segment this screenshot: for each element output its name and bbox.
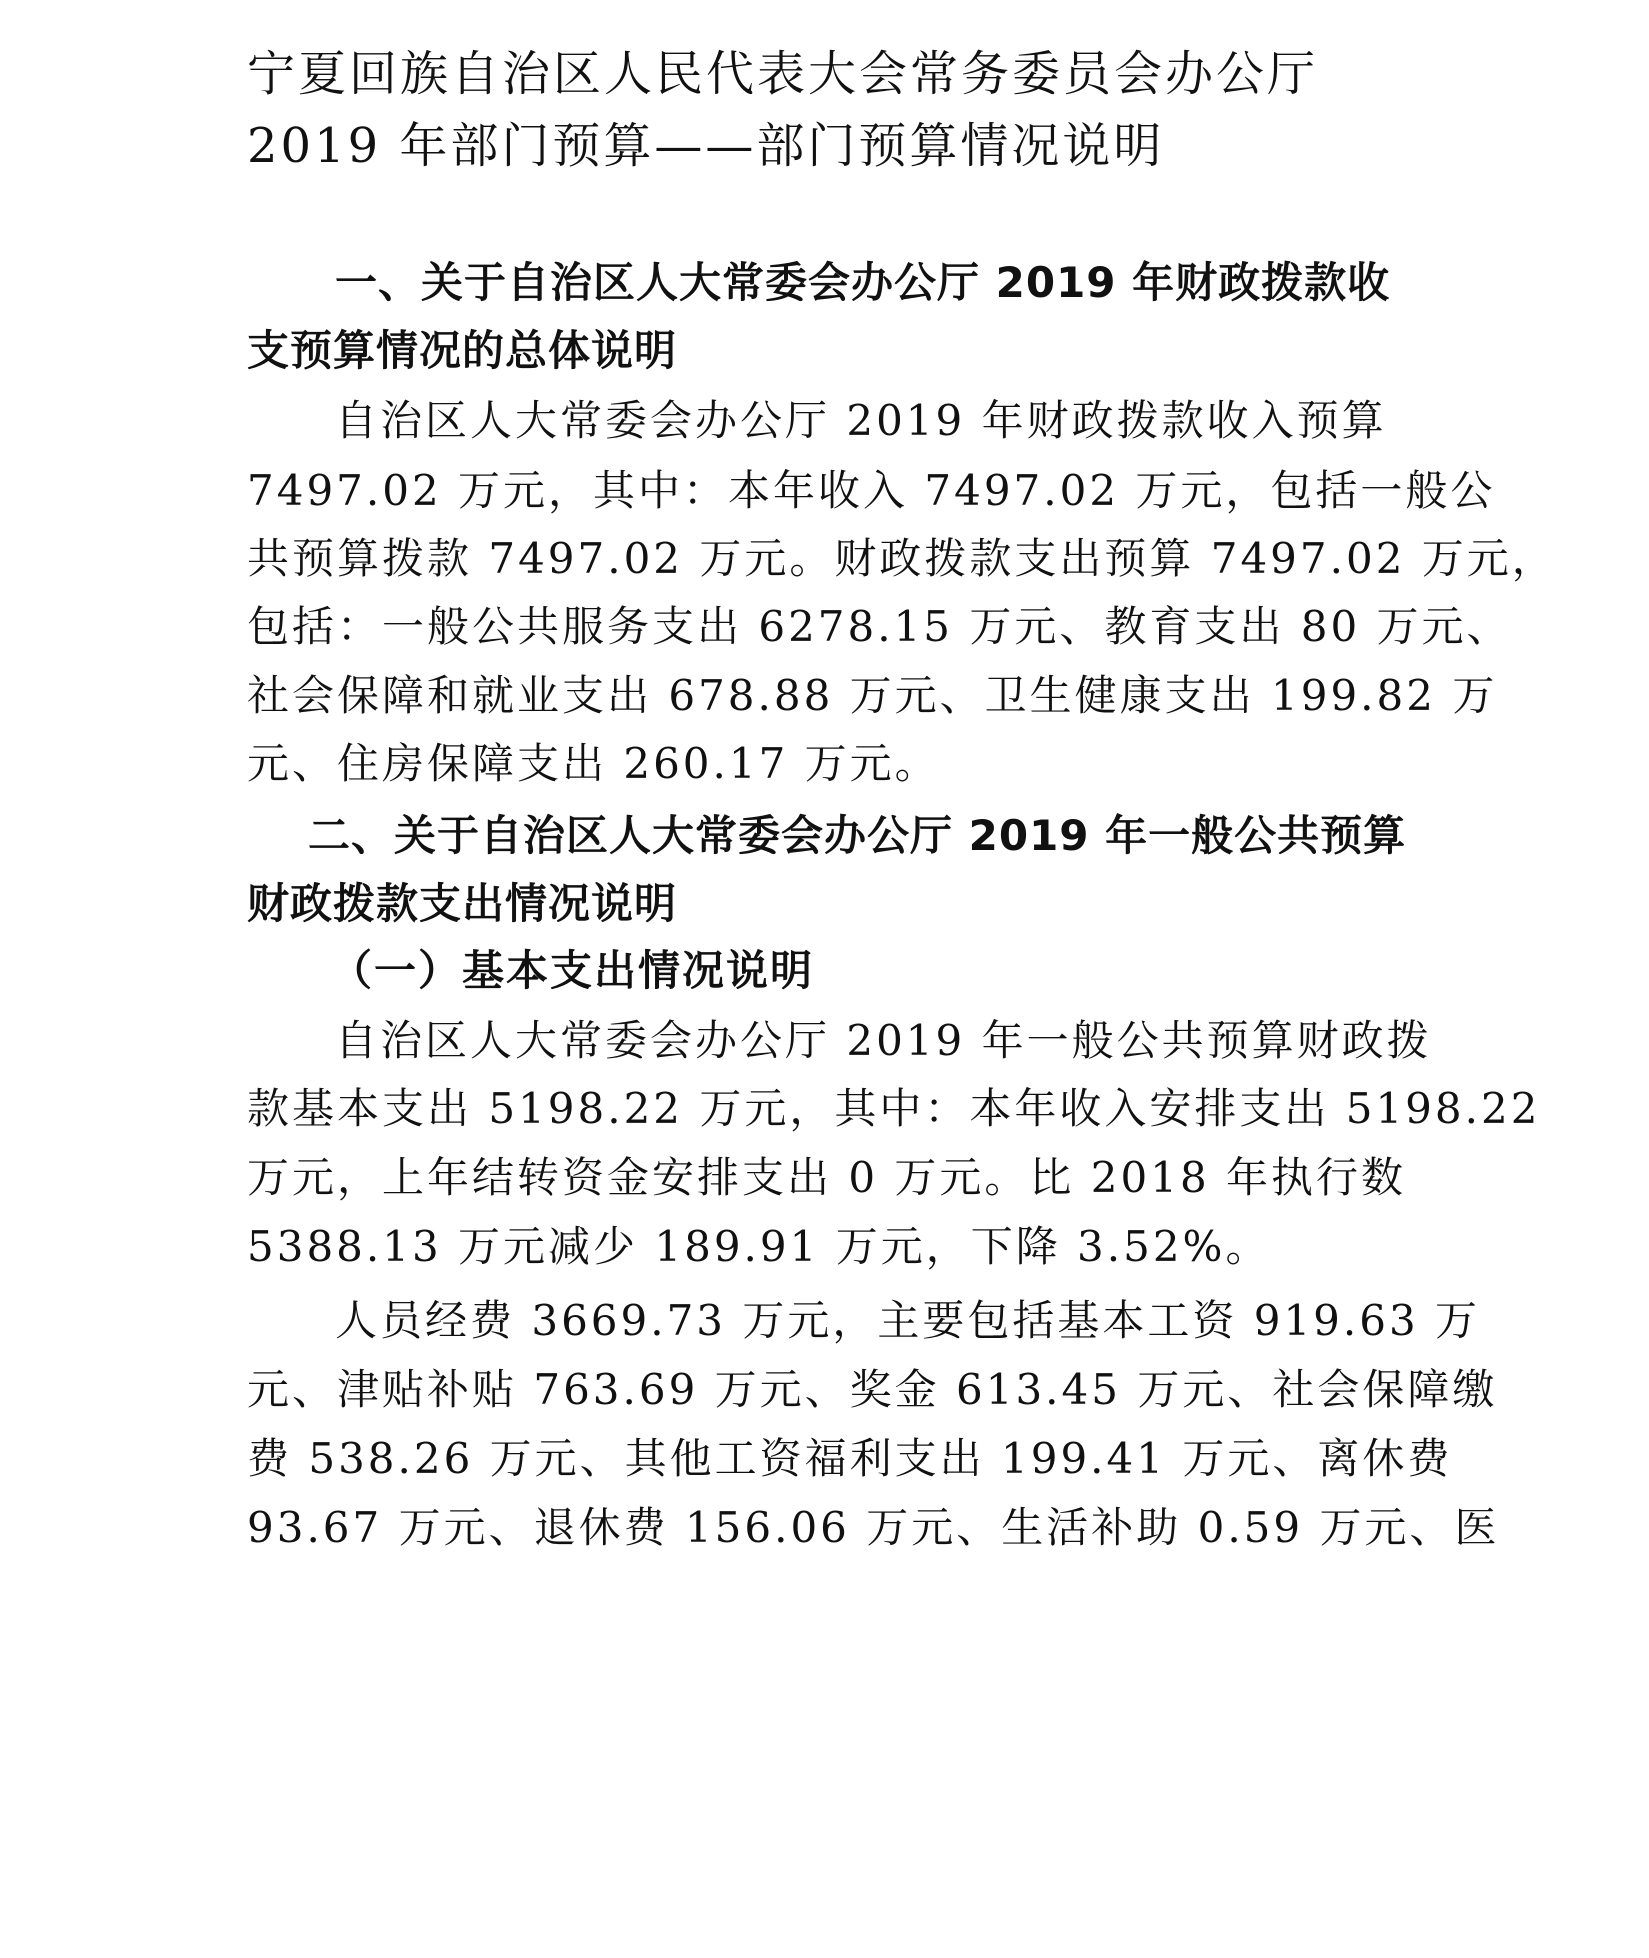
section-1-body-line: 7497.02 万元，其中：本年收入 7497.02 万元，包括一般公 (247, 466, 1496, 515)
section-1-body-line: 包括：一般公共服务支出 6278.15 万元、教育支出 80 万元、 (247, 602, 1512, 651)
section-1-body-line: 共预算拨款 7497.02 万元。财政拨款支出预算 7497.02 万元， (247, 534, 1557, 583)
subsection-1-para-2-line: 元、津贴补贴 763.69 万元、奖金 613.45 万元、社会保障缴 (247, 1365, 1498, 1414)
section-1-heading-line-2: 支预算情况的总体说明 (247, 326, 678, 375)
subsection-1-para-2-line: 人员经费 3669.73 万元，主要包括基本工资 919.63 万 (335, 1296, 1481, 1345)
section-1-body-line: 元、住房保障支出 260.17 万元。 (247, 739, 940, 788)
section-2-heading-line-2: 财政拨款支出情况说明 (247, 879, 678, 928)
subsection-1-para-2-line: 93.67 万元、退休费 156.06 万元、生活补助 0.59 万元、医 (247, 1503, 1500, 1552)
section-1-body-line: 社会保障和就业支出 678.88 万元、卫生健康支出 199.82 万 (247, 671, 1498, 720)
section-1-body-line: 自治区人大常委会办公厅 2019 年财政拨款收入预算 (335, 396, 1387, 445)
subsection-1-para-2-line: 费 538.26 万元、其他工资福利支出 199.41 万元、离休费 (247, 1434, 1453, 1483)
document-title-line-1: 宁夏回族自治区人民代表大会常务委员会办公厅 (247, 46, 1319, 102)
subsection-1-para-1-line: 万元，上年结转资金安排支出 0 万元。比 2018 年执行数 (247, 1153, 1407, 1202)
document-title-line-2: 2019 年部门预算——部门预算情况说明 (247, 118, 1165, 174)
subsection-1-para-1-line: 自治区人大常委会办公厅 2019 年一般公共预算财政拨 (335, 1016, 1432, 1065)
subsection-1-para-1-line: 款基本支出 5198.22 万元，其中：本年收入安排支出 5198.22 (247, 1084, 1541, 1133)
section-2-heading-line-1: 二、关于自治区人大常委会办公厅 2019 年一般公共预算 (308, 811, 1407, 860)
section-1-heading-line-1: 一、关于自治区人大常委会办公厅 2019 年财政拨款收 (335, 258, 1391, 307)
subsection-1-heading: （一）基本支出情况说明 (330, 946, 815, 995)
subsection-1-para-1-line: 5388.13 万元减少 189.91 万元，下降 3.52%。 (247, 1222, 1271, 1271)
